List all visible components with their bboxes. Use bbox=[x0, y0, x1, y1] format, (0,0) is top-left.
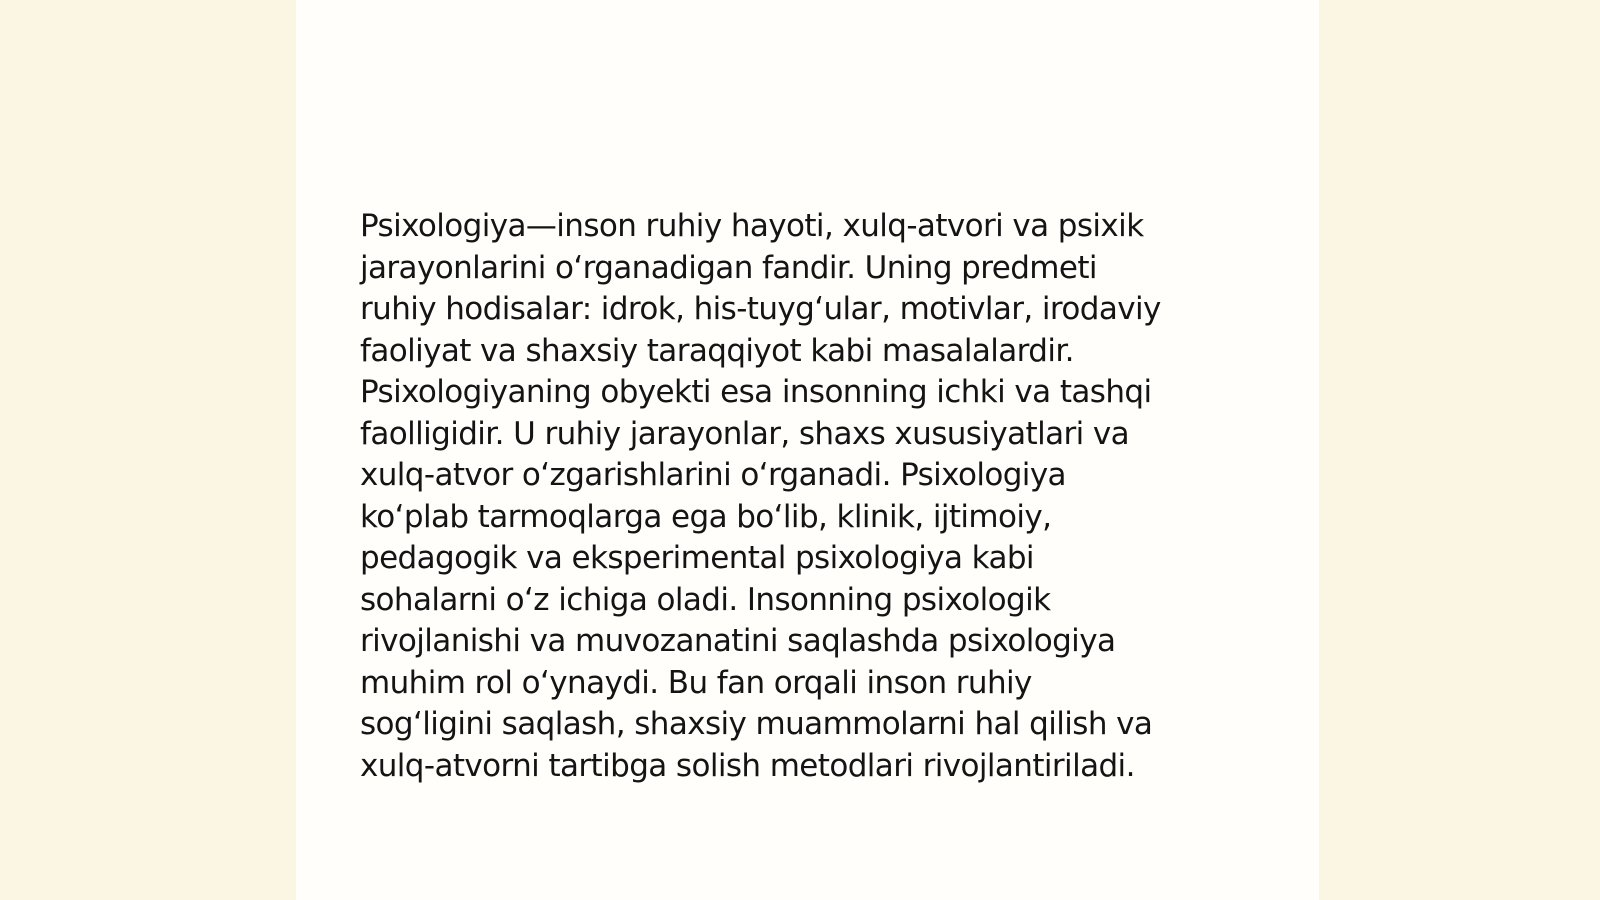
text-line: sohalarni oʻz ichiga oladi. Insonning psixologik bbox=[360, 581, 1051, 618]
text-line: sogʻligini saqlash, shaxsiy muammolarni hal qilish va bbox=[360, 706, 1153, 742]
text-line: jarayonlarini oʻrganadigan fandir. Uning predmeti bbox=[360, 249, 1097, 286]
text-line: koʻplab tarmoqlarga ega boʻlib, klinik, ijtimoiy, bbox=[360, 498, 1052, 535]
slide-page bbox=[296, 0, 1319, 900]
text-line: pedagogik va eksperimental psixologiya kabi bbox=[360, 540, 1034, 576]
paragraph-text bbox=[360, 206, 1260, 787]
text-line: Psixologiyaning obyekti esa insonning ichki va tashqi bbox=[360, 374, 1152, 410]
text-line: Psixologiya—inson ruhiy hayoti, xulq-atvori va psixik bbox=[360, 208, 1144, 244]
text-line: ruhiy hodisalar: idrok, his-tuygʻular, motivlar, irodaviy bbox=[360, 291, 1161, 327]
text-line: xulq-atvor oʻzgarishlarini oʻrganadi. Psixologiya bbox=[360, 457, 1066, 493]
text-line: faolligidir. U ruhiy jarayonlar, shaxs xususiyatlari va bbox=[360, 415, 1130, 452]
text-line: xulq-atvorni tartibga solish metodlari rivojlantiriladi. bbox=[360, 747, 1135, 784]
text-line: rivojlanishi va muvozanatini saqlashda psixologiya bbox=[360, 623, 1116, 659]
text-line: muhim rol oʻynaydi. Bu fan orqali inson ruhiy bbox=[360, 664, 1032, 701]
text-line: faoliyat va shaxsiy taraqqiyot kabi masalalardir. bbox=[360, 332, 1074, 369]
